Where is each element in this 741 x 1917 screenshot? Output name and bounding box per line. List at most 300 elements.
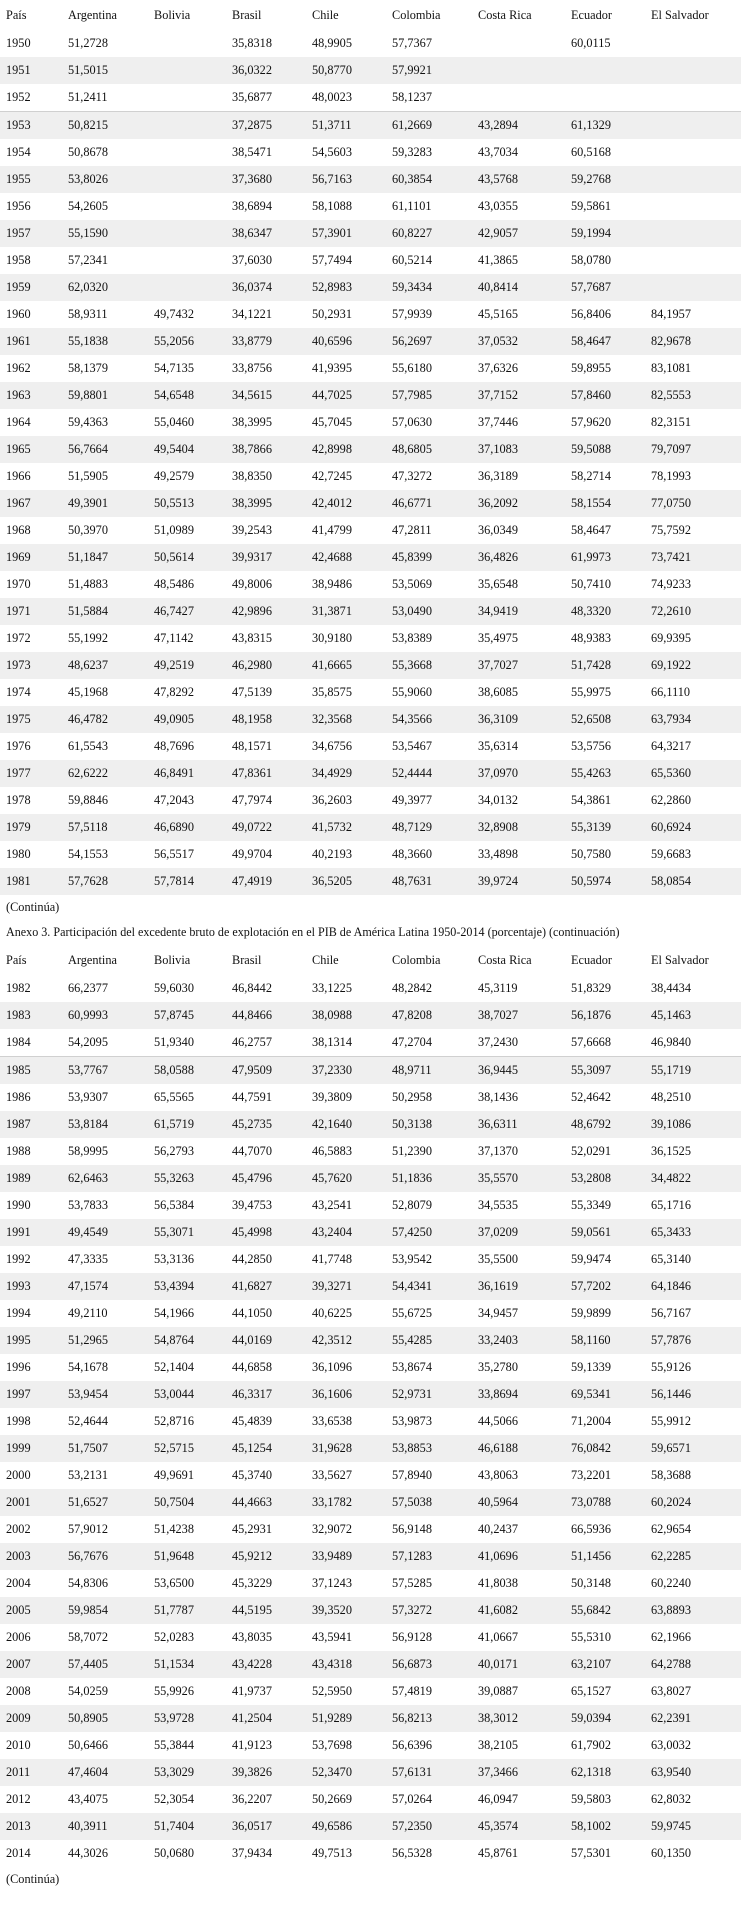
cell-colombia: 61,1101 [392, 199, 432, 213]
cell-colombia: 51,1836 [392, 1165, 478, 1192]
cell-argentina: 54,0259 [68, 1684, 108, 1698]
table-row [0, 652, 741, 679]
cell-el-salvador: 62,8032 [651, 1792, 691, 1806]
cell-costa-rica: 36,4826 [478, 544, 571, 571]
cell-costa-rica: 40,8414 [478, 274, 571, 301]
cell-chile: 51,3711 [312, 112, 392, 140]
cell-bolivia: 53,9728 [154, 1705, 232, 1732]
cell-el-salvador [651, 220, 741, 247]
table-row [0, 328, 741, 355]
table-row [0, 1435, 741, 1462]
cell-ecuador: 48,3320 [571, 598, 651, 625]
table-row [0, 436, 741, 463]
cell-chile: 42,3512 [312, 1327, 392, 1354]
cell-year: 1953 [0, 112, 68, 140]
cell-year: 1987 [0, 1111, 68, 1138]
cell-el-salvador [651, 57, 741, 84]
cell-bolivia: 47,2043 [154, 793, 194, 807]
cell-bolivia: 56,5517 [154, 847, 194, 861]
column-header-pais: País [6, 952, 27, 967]
cell-chile: 41,6665 [312, 652, 392, 679]
cell-ecuador: 63,2107 [571, 1651, 651, 1678]
cell-ecuador: 59,5861 [571, 199, 611, 213]
cell-colombia: 57,7985 [392, 382, 478, 409]
cell-argentina: 50,6466 [68, 1738, 108, 1752]
cell-year: 1991 [0, 1219, 68, 1246]
table-row [0, 571, 741, 598]
cell-brasil: 47,5139 [232, 685, 272, 699]
cell-chile: 58,1088 [312, 199, 352, 213]
cell-year: 1972 [6, 631, 31, 645]
cell-chile: 50,2669 [312, 1792, 352, 1806]
cell-bolivia: 53,3136 [154, 1252, 194, 1266]
cell-colombia: 59,3434 [392, 274, 478, 301]
cell-chile: 52,5950 [312, 1684, 352, 1698]
cell-colombia: 60,3854 [392, 166, 478, 193]
cell-colombia: 50,3138 [392, 1111, 478, 1138]
cell-el-salvador: 55,9126 [651, 1360, 691, 1374]
cell-colombia: 55,4285 [392, 1327, 478, 1354]
cell-ecuador: 66,5936 [571, 1522, 611, 1536]
cell-costa-rica: 34,9457 [478, 1306, 518, 1320]
cell-costa-rica [478, 30, 571, 57]
cell-argentina: 45,1968 [68, 685, 108, 699]
table-row [0, 409, 741, 436]
cell-el-salvador [651, 30, 741, 57]
cell-colombia: 57,6131 [392, 1759, 478, 1786]
cell-costa-rica: 37,2430 [478, 1029, 571, 1057]
cell-el-salvador: 63,8893 [651, 1597, 741, 1624]
cell-ecuador: 52,0291 [571, 1144, 611, 1158]
cell-chile: 41,4799 [312, 523, 352, 537]
cell-chile: 35,8575 [312, 685, 352, 699]
cell-argentina: 49,3901 [68, 490, 154, 517]
cell-ecuador: 56,1876 [571, 1002, 651, 1029]
cell-colombia: 53,5069 [392, 577, 432, 591]
cell-el-salvador [651, 139, 741, 166]
cell-el-salvador: 63,9540 [651, 1759, 741, 1786]
cell-bolivia: 51,1534 [154, 1651, 232, 1678]
table-body-1 [0, 30, 741, 895]
column-header-argentina: Argentina [68, 952, 117, 967]
cell-colombia: 55,6180 [392, 361, 432, 375]
cell-bolivia: 53,3029 [154, 1759, 232, 1786]
cell-colombia: 53,8674 [392, 1360, 432, 1374]
cell-ecuador: 51,8329 [571, 981, 611, 995]
cell-ecuador: 59,9474 [571, 1252, 611, 1266]
cell-bolivia: 58,0588 [154, 1057, 232, 1085]
cell-chile: 50,2931 [312, 307, 352, 321]
cell-chile: 40,6596 [312, 328, 392, 355]
cell-year: 1977 [0, 760, 68, 787]
cell-ecuador: 59,2768 [571, 166, 651, 193]
table-row [0, 517, 741, 544]
cell-el-salvador: 55,1719 [651, 1057, 741, 1085]
cell-ecuador: 73,0788 [571, 1489, 651, 1516]
cell-ecuador: 59,0561 [571, 1219, 651, 1246]
cell-year: 1958 [6, 253, 31, 267]
cell-bolivia: 47,8292 [154, 685, 194, 699]
cell-costa-rica: 36,2092 [478, 490, 571, 517]
cell-bolivia: 49,2519 [154, 652, 232, 679]
cell-chile: 42,7245 [312, 469, 352, 483]
table-row [0, 625, 741, 652]
cell-bolivia: 50,5513 [154, 490, 232, 517]
cell-costa-rica: 46,6188 [478, 1435, 571, 1462]
table-row [0, 1516, 741, 1543]
cell-el-salvador: 75,7592 [651, 523, 691, 537]
cell-el-salvador: 66,1110 [651, 685, 691, 699]
cell-costa-rica: 38,6085 [478, 685, 518, 699]
cell-colombia: 52,4444 [392, 760, 478, 787]
cell-colombia: 47,8208 [392, 1002, 478, 1029]
cell-el-salvador: 64,1846 [651, 1273, 741, 1300]
cell-argentina: 53,9454 [68, 1381, 154, 1408]
cell-costa-rica: 36,1619 [478, 1273, 571, 1300]
cell-bolivia: 47,1142 [154, 631, 194, 645]
cell-costa-rica: 41,8038 [478, 1576, 518, 1590]
cell-argentina: 49,2110 [68, 1306, 108, 1320]
cell-argentina: 57,9012 [68, 1522, 108, 1536]
cell-year: 1963 [0, 382, 68, 409]
column-header-bolivia: Bolivia [154, 952, 191, 967]
cell-brasil: 37,6030 [232, 253, 272, 267]
cell-el-salvador: 69,9395 [651, 631, 691, 645]
cell-ecuador: 52,6508 [571, 706, 651, 733]
cell-bolivia: 51,9340 [154, 1029, 232, 1057]
cell-argentina: 50,8215 [68, 112, 154, 140]
data-table-1950-1981 [0, 0, 741, 895]
cell-costa-rica: 43,7034 [478, 145, 518, 159]
cell-colombia: 57,5285 [392, 1576, 432, 1590]
table-row [0, 814, 741, 841]
cell-colombia: 59,3283 [392, 145, 432, 159]
table-row [0, 1786, 741, 1813]
cell-el-salvador: 58,3688 [651, 1468, 691, 1482]
cell-chile: 33,5627 [312, 1468, 352, 1482]
cell-costa-rica [478, 57, 571, 84]
cell-costa-rica: 38,2105 [478, 1738, 518, 1752]
cell-brasil: 47,7974 [232, 793, 272, 807]
column-header-colombia: Colombia [392, 952, 441, 967]
cell-brasil: 45,9212 [232, 1543, 312, 1570]
column-header-argentina: Argentina [68, 7, 117, 22]
cell-bolivia: 49,2579 [154, 469, 194, 483]
cell-bolivia: 46,7427 [154, 598, 232, 625]
cell-ecuador: 51,7428 [571, 652, 651, 679]
cell-el-salvador [651, 166, 741, 193]
table-row [0, 166, 741, 193]
table-header-row [0, 945, 741, 975]
cell-brasil: 35,8318 [232, 36, 272, 50]
cell-chile: 33,9489 [312, 1543, 392, 1570]
cell-colombia: 57,9939 [392, 307, 432, 321]
cell-el-salvador: 65,3140 [651, 1252, 691, 1266]
cell-costa-rica: 43,2894 [478, 112, 571, 140]
cell-ecuador [571, 84, 651, 112]
cell-year: 2007 [0, 1651, 68, 1678]
cell-costa-rica: 37,6326 [478, 361, 518, 375]
cell-chile: 36,2603 [312, 793, 352, 807]
cell-chile: 34,4929 [312, 760, 392, 787]
table-row [0, 1543, 741, 1570]
cell-costa-rica: 35,5500 [478, 1252, 518, 1266]
cell-argentina: 43,4075 [68, 1792, 108, 1806]
cell-colombia: 53,8389 [392, 631, 432, 645]
cell-colombia: 53,9542 [392, 1252, 432, 1266]
cell-bolivia [154, 112, 232, 140]
table-row [0, 1705, 741, 1732]
cell-brasil: 44,0169 [232, 1327, 312, 1354]
cell-colombia: 57,2350 [392, 1813, 478, 1840]
cell-costa-rica: 37,0532 [478, 328, 571, 355]
cell-ecuador: 71,2004 [571, 1414, 611, 1428]
cell-brasil: 41,2504 [232, 1705, 312, 1732]
cell-costa-rica: 46,0947 [478, 1792, 518, 1806]
cell-ecuador: 57,8460 [571, 382, 651, 409]
cell-argentina: 55,1992 [68, 631, 108, 645]
cell-el-salvador: 64,3217 [651, 739, 691, 753]
table-row [0, 760, 741, 787]
cell-bolivia: 48,7696 [154, 739, 194, 753]
cell-brasil: 43,8315 [232, 631, 272, 645]
data-table-1982-2014 [0, 945, 741, 1867]
cell-colombia: 61,2669 [392, 112, 478, 140]
cell-el-salvador: 72,2610 [651, 598, 741, 625]
cell-chile: 38,9486 [312, 577, 352, 591]
cell-bolivia: 65,5565 [154, 1090, 194, 1104]
cell-colombia: 57,5038 [392, 1489, 478, 1516]
cell-year: 1971 [0, 598, 68, 625]
cell-ecuador: 54,3861 [571, 793, 611, 807]
cell-chile: 36,1096 [312, 1360, 352, 1374]
cell-costa-rica: 38,7027 [478, 1002, 571, 1029]
cell-argentina: 54,1553 [68, 847, 108, 861]
cell-chile: 41,5732 [312, 814, 392, 841]
cell-brasil: 35,6877 [232, 84, 312, 112]
cell-year: 2000 [6, 1468, 31, 1482]
table-row [0, 1002, 741, 1029]
cell-el-salvador: 65,1716 [651, 1198, 691, 1212]
cell-el-salvador: 45,1463 [651, 1002, 741, 1029]
cell-argentina: 46,4782 [68, 706, 154, 733]
cell-year: 1997 [0, 1381, 68, 1408]
cell-argentina: 62,6222 [68, 760, 154, 787]
cell-chile: 34,6756 [312, 739, 352, 753]
cell-bolivia [154, 84, 232, 112]
cell-bolivia: 50,0680 [154, 1846, 194, 1860]
cell-brasil: 33,8779 [232, 328, 312, 355]
cell-bolivia: 49,0905 [154, 706, 232, 733]
cell-chile: 31,9628 [312, 1435, 392, 1462]
cell-colombia: 52,9731 [392, 1381, 478, 1408]
cell-el-salvador: 62,2391 [651, 1705, 741, 1732]
cell-argentina: 53,9307 [68, 1090, 108, 1104]
cell-year: 1957 [0, 220, 68, 247]
cell-costa-rica: 44,5066 [478, 1414, 518, 1428]
table-row [0, 1192, 741, 1219]
cell-el-salvador: 65,3433 [651, 1219, 741, 1246]
cell-year: 2011 [0, 1759, 68, 1786]
cell-colombia: 48,6805 [392, 436, 478, 463]
cell-chile: 46,5883 [312, 1144, 352, 1158]
cell-colombia: 56,8213 [392, 1705, 478, 1732]
cell-year: 1970 [6, 577, 31, 591]
cell-costa-rica: 39,0887 [478, 1684, 518, 1698]
table-row [0, 112, 741, 140]
cell-argentina: 51,5884 [68, 598, 154, 625]
table-row [0, 1138, 741, 1165]
cell-ecuador: 76,0842 [571, 1435, 651, 1462]
cell-colombia: 53,5467 [392, 739, 432, 753]
cell-colombia: 47,3272 [392, 469, 432, 483]
cell-chile: 31,3871 [312, 598, 392, 625]
cell-ecuador: 59,5803 [571, 1792, 611, 1806]
cell-colombia: 53,0490 [392, 598, 478, 625]
cell-brasil: 33,8756 [232, 361, 272, 375]
cell-brasil: 45,1254 [232, 1435, 312, 1462]
cell-brasil: 47,4919 [232, 868, 312, 895]
cell-el-salvador: 63,7934 [651, 706, 741, 733]
cell-bolivia: 51,9648 [154, 1543, 232, 1570]
cell-argentina: 59,4363 [68, 415, 108, 429]
cell-argentina: 55,1590 [68, 220, 154, 247]
cell-brasil: 37,9434 [232, 1846, 272, 1860]
cell-year: 2008 [6, 1684, 31, 1698]
cell-brasil: 36,0374 [232, 274, 312, 301]
cell-colombia: 54,4341 [392, 1273, 478, 1300]
cell-year: 1999 [0, 1435, 68, 1462]
cell-argentina: 56,7676 [68, 1543, 154, 1570]
cell-el-salvador: 34,4822 [651, 1165, 741, 1192]
column-header-el-salvador: El Salvador [651, 7, 709, 22]
cell-el-salvador: 74,9233 [651, 577, 691, 591]
cell-brasil: 46,3317 [232, 1381, 312, 1408]
cell-costa-rica: 33,8694 [478, 1381, 571, 1408]
cell-brasil: 48,1571 [232, 739, 272, 753]
cell-chile: 56,7163 [312, 166, 392, 193]
cell-costa-rica: 42,9057 [478, 220, 571, 247]
cell-colombia: 53,9873 [392, 1414, 432, 1428]
cell-costa-rica: 36,0349 [478, 523, 518, 537]
cell-colombia: 49,3977 [392, 793, 432, 807]
cell-year: 1995 [0, 1327, 68, 1354]
cell-el-salvador: 82,5553 [651, 382, 741, 409]
cell-year: 1975 [0, 706, 68, 733]
cell-ecuador: 58,4647 [571, 328, 651, 355]
cell-ecuador: 48,9383 [571, 631, 611, 645]
table-row [0, 1165, 741, 1192]
cell-brasil: 45,4796 [232, 1165, 312, 1192]
table-row [0, 1029, 741, 1057]
table-row [0, 706, 741, 733]
cell-argentina: 51,2411 [68, 84, 154, 112]
cell-year: 2001 [0, 1489, 68, 1516]
cell-brasil: 41,6827 [232, 1273, 312, 1300]
cell-el-salvador: 73,7421 [651, 544, 741, 571]
cell-el-salvador: 59,6571 [651, 1435, 741, 1462]
cell-year: 1985 [0, 1057, 68, 1085]
table-row [0, 382, 741, 409]
cell-year: 1973 [0, 652, 68, 679]
cell-brasil: 46,2757 [232, 1029, 312, 1057]
cell-argentina: 60,9993 [68, 1002, 154, 1029]
cell-chile: 43,2404 [312, 1219, 392, 1246]
cell-colombia: 56,2697 [392, 328, 478, 355]
cell-bolivia: 52,1404 [154, 1360, 194, 1374]
cell-el-salvador: 60,1350 [651, 1846, 691, 1860]
cell-costa-rica: 38,1436 [478, 1090, 518, 1104]
cell-year: 2014 [6, 1846, 31, 1860]
cell-el-salvador: 63,8027 [651, 1684, 691, 1698]
cell-year: 1955 [0, 166, 68, 193]
cell-brasil: 45,2735 [232, 1111, 312, 1138]
cell-year: 2012 [6, 1792, 31, 1806]
cell-colombia: 57,0630 [392, 415, 432, 429]
cell-year: 1962 [6, 361, 31, 375]
cell-argentina: 51,2728 [68, 36, 108, 50]
cell-argentina: 53,7767 [68, 1057, 154, 1085]
cell-costa-rica: 36,6311 [478, 1111, 571, 1138]
table-row [0, 1732, 741, 1759]
cell-chile: 38,1314 [312, 1029, 392, 1057]
cell-colombia: 47,2704 [392, 1029, 478, 1057]
cell-el-salvador [651, 112, 741, 140]
cell-argentina: 51,5905 [68, 469, 108, 483]
cell-costa-rica: 35,5570 [478, 1165, 571, 1192]
cell-costa-rica: 35,6314 [478, 739, 518, 753]
cell-chile: 38,0988 [312, 1002, 392, 1029]
continua-note: (Continúa) [6, 1872, 60, 1886]
cell-chile: 49,6586 [312, 1813, 392, 1840]
cell-argentina: 51,4883 [68, 577, 108, 591]
table-row [0, 274, 741, 301]
cell-costa-rica: 35,2780 [478, 1360, 518, 1374]
cell-year: 1990 [6, 1198, 31, 1212]
cell-colombia: 57,0264 [392, 1792, 432, 1806]
cell-costa-rica: 45,8761 [478, 1846, 518, 1860]
cell-bolivia: 57,8745 [154, 1002, 232, 1029]
cell-ecuador: 60,0115 [571, 36, 611, 50]
cell-year: 2006 [6, 1630, 31, 1644]
cell-brasil: 34,1221 [232, 307, 272, 321]
table-body-2 [0, 975, 741, 1867]
cell-ecuador [571, 57, 651, 84]
cell-ecuador: 55,5310 [571, 1630, 611, 1644]
cell-el-salvador: 39,1086 [651, 1111, 741, 1138]
cell-el-salvador: 82,3151 [651, 415, 691, 429]
cell-brasil: 44,7591 [232, 1090, 272, 1104]
cell-argentina: 58,1379 [68, 361, 108, 375]
cell-el-salvador: 62,9654 [651, 1522, 691, 1536]
cell-chile: 53,7698 [312, 1738, 352, 1752]
cell-costa-rica: 34,9419 [478, 598, 571, 625]
cell-colombia: 46,6771 [392, 490, 478, 517]
cell-bolivia: 54,1966 [154, 1306, 194, 1320]
cell-bolivia: 51,4238 [154, 1522, 194, 1536]
cell-year: 1964 [6, 415, 31, 429]
cell-costa-rica: 35,6548 [478, 577, 518, 591]
cell-chile: 42,4012 [312, 490, 392, 517]
table-row [0, 544, 741, 571]
cell-bolivia: 51,7404 [154, 1813, 232, 1840]
cell-bolivia: 57,7814 [154, 868, 232, 895]
table-row [0, 1084, 741, 1111]
cell-chile: 50,8770 [312, 57, 392, 84]
cell-el-salvador: 78,1993 [651, 469, 691, 483]
cell-chile: 49,7513 [312, 1846, 352, 1860]
cell-bolivia: 55,9926 [154, 1684, 194, 1698]
